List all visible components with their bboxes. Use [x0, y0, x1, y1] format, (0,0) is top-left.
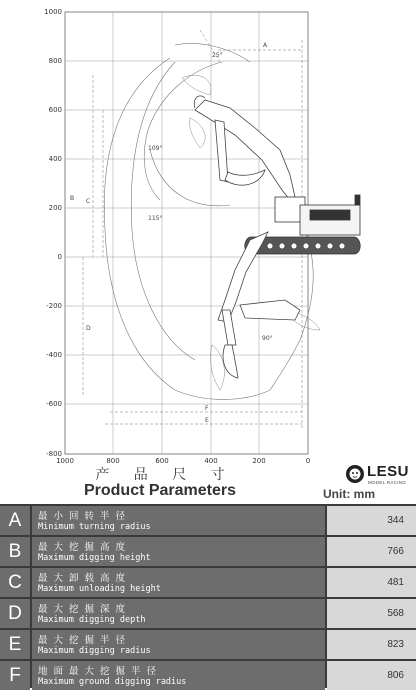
row-description: [32, 506, 325, 535]
row-label-cn: 最大挖掘高度: [38, 542, 132, 553]
dimension-a-label: A: [263, 42, 268, 49]
row-label-en: Minimum turning radius: [38, 522, 151, 532]
y-tick-label: 400: [48, 155, 62, 163]
dimension-c-label: C: [86, 198, 91, 205]
row-label-en: Maximum digging radius: [38, 646, 151, 656]
row-value: 344: [327, 506, 416, 535]
row-label-cn: 最大挖掘半径: [38, 635, 132, 646]
y-tick-label: -200: [46, 302, 62, 310]
angle-bucket-label: 90°: [262, 335, 273, 342]
row-label-cn: 最大挖掘深度: [38, 604, 132, 615]
y-tick-label: 600: [48, 106, 62, 114]
row-value: 766: [327, 537, 416, 566]
grid-horizontal: [65, 61, 308, 404]
lion-icon: [345, 464, 365, 484]
bucket-ghost-positions: [182, 75, 320, 390]
angle-top-label: 25°: [212, 52, 223, 59]
row-label-en: Maximum unloading height: [38, 584, 161, 594]
dimension-e-label: E: [205, 417, 209, 424]
dimension-b-label: B: [70, 195, 75, 202]
dimension-d-label: D: [86, 325, 91, 332]
row-value: 481: [327, 568, 416, 597]
y-tick-label: -600: [46, 400, 62, 408]
row-letter: E: [0, 630, 30, 659]
row-letter: B: [0, 537, 30, 566]
table-row: [0, 630, 416, 659]
brand-subtitle: MODEL RACING: [368, 480, 407, 485]
row-letter: A: [0, 506, 30, 535]
row-value: 568: [327, 599, 416, 628]
row-label-en: Maximum digging height: [38, 553, 151, 563]
dimension-lines: [83, 30, 302, 430]
row-letter: F: [0, 661, 30, 690]
y-tick-label: 200: [48, 204, 62, 212]
x-tick-label: 800: [106, 457, 120, 465]
row-letter: D: [0, 599, 30, 628]
row-label-cn: 最小回转半径: [38, 511, 132, 522]
row-value: 823: [327, 630, 416, 659]
y-tick-label: -800: [46, 450, 62, 458]
y-tick-label: -400: [46, 351, 62, 359]
x-tick-label: 200: [252, 457, 266, 465]
grid-vertical: [113, 12, 259, 454]
unit-label: Unit: mm: [323, 487, 375, 501]
excavator-upper-pose: [194, 96, 298, 210]
table-row: [0, 537, 416, 566]
table-row: [0, 568, 416, 597]
x-tick-label: 400: [204, 457, 218, 465]
x-tick-label: 600: [155, 457, 169, 465]
row-letter: C: [0, 568, 30, 597]
excavator-body: [245, 195, 361, 254]
y-tick-label: 800: [48, 57, 62, 65]
angle-mid-label: 109°: [148, 145, 163, 152]
x-tick-label: 0: [305, 457, 311, 465]
row-label-cn: 最大卸载高度: [38, 573, 132, 584]
brand-name: LESU: [367, 463, 410, 480]
angle-arm-label: 115°: [148, 215, 163, 222]
row-description: [32, 568, 325, 597]
dimension-f-label: F: [205, 405, 209, 412]
title-english: Product Parameters: [83, 482, 237, 499]
y-tick-label: 0: [57, 253, 62, 261]
row-label-cn: 地面最大挖掘半径: [38, 666, 163, 677]
row-description: [32, 661, 325, 690]
row-description: [32, 599, 325, 628]
y-tick-label: 1000: [44, 8, 62, 16]
row-label-en: Maximum ground digging radius: [38, 677, 187, 687]
brand-logo: [343, 464, 413, 486]
table-row: [0, 599, 416, 628]
row-label-en: Maximum digging depth: [38, 615, 146, 625]
parameter-table: [0, 504, 416, 688]
x-tick-label: 1000: [56, 457, 74, 465]
table-row: [0, 506, 416, 535]
row-description: [32, 537, 325, 566]
title-chinese: 产 品 尺 寸: [95, 467, 235, 483]
row-description: [32, 630, 325, 659]
row-value: 806: [327, 661, 416, 690]
table-row: [0, 661, 416, 690]
